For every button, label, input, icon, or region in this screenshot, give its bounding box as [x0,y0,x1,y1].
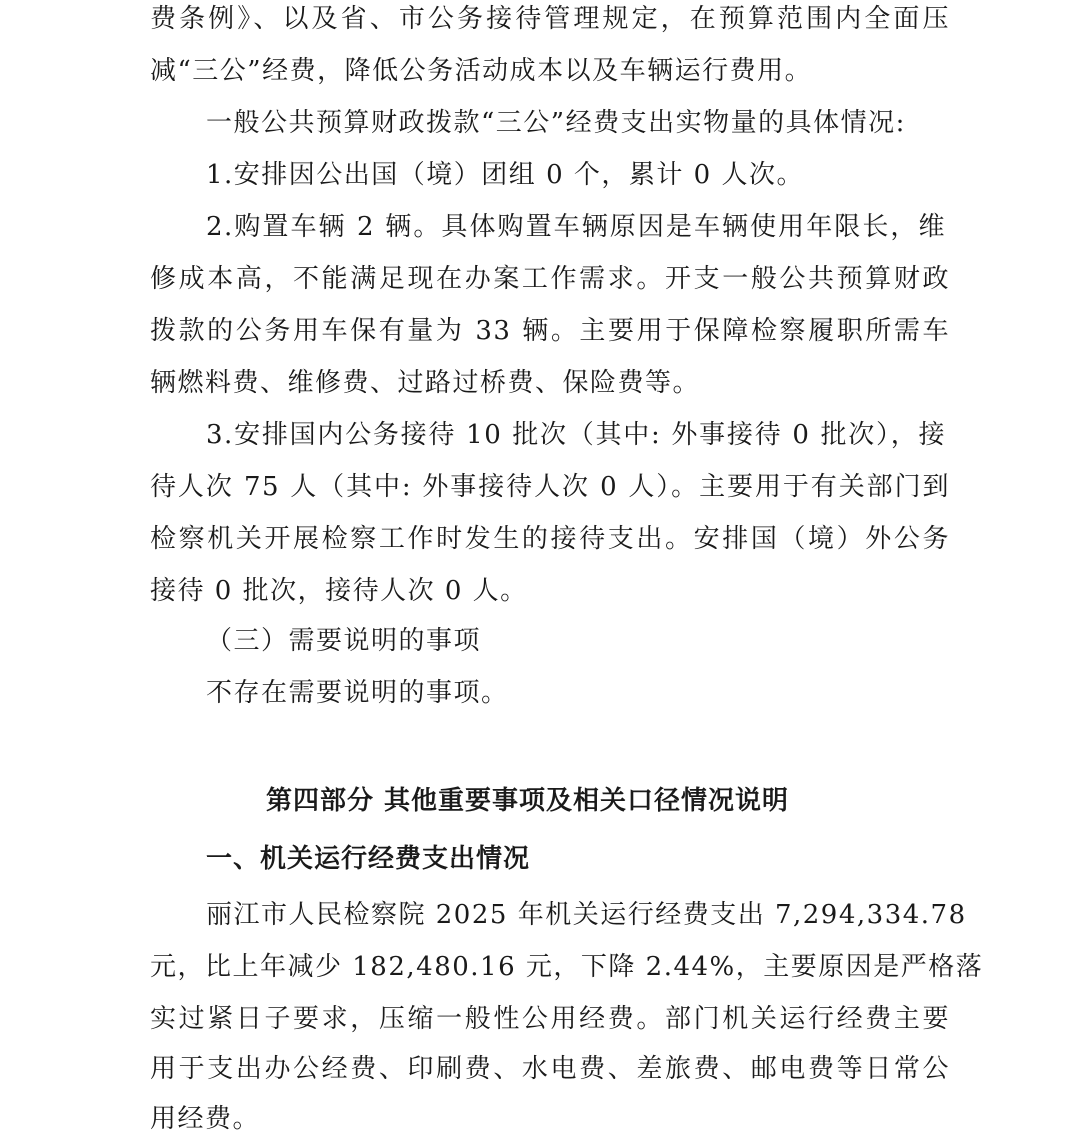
text-line: 费条例》、以及省、市公务接待管理规定，在预算范围内全面压 [150,4,950,34]
text-line: 元，比上年减少 182,480.16 元，下降 2.44%，主要原因是严格落 [150,952,984,982]
text-line: 用于支出办公经费、印刷费、水电费、差旅费、邮电费等日常公 [150,1054,950,1084]
text-line: 3.安排国内公务接待 10 批次（其中: 外事接待 0 批次），接 [206,420,946,450]
subsection-title: 一、机关运行经费支出情况 [206,844,531,874]
text-line: 不存在需要说明的事项。 [206,678,509,708]
text-line: 一般公共预算财政拨款“三公”经费支出实物量的具体情况: [206,108,906,138]
text-line: 2.购置车辆 2 辆。具体购置车辆原因是车辆使用年限长，维 [206,212,946,242]
text-line: 拨款的公务用车保有量为 33 辆。主要用于保障检察履职所需车 [150,316,950,346]
text-line: 检察机关开展检察工作时发生的接待支出。安排国（境）外公务 [150,524,950,554]
text-line: 待人次 75 人（其中: 外事接待人次 0 人）。主要用于有关部门到 [150,472,950,502]
text-line: 修成本高，不能满足现在办案工作需求。开支一般公共预算财政 [150,264,950,294]
text-line: 用经费。 [150,1104,261,1134]
text-line: 1.安排因公出国（境）团组 0 个，累计 0 人次。 [206,160,804,190]
text-line: 辆燃料费、维修费、过路过桥费、保险费等。 [150,368,701,398]
text-line: 减“三公”经费，降低公务活动成本以及车辆运行费用。 [150,56,813,86]
subheading-line: （三）需要说明的事项 [206,626,482,656]
text-line: 实过紧日子要求，压缩一般性公用经费。部门机关运行经费主要 [150,1004,950,1034]
text-line: 接待 0 批次，接待人次 0 人。 [150,576,528,606]
text-line: 丽江市人民检察院 2025 年机关运行经费支出 7,294,334.78 [206,900,967,930]
section-title: 第四部分 其他重要事项及相关口径情况说明 [266,786,790,816]
